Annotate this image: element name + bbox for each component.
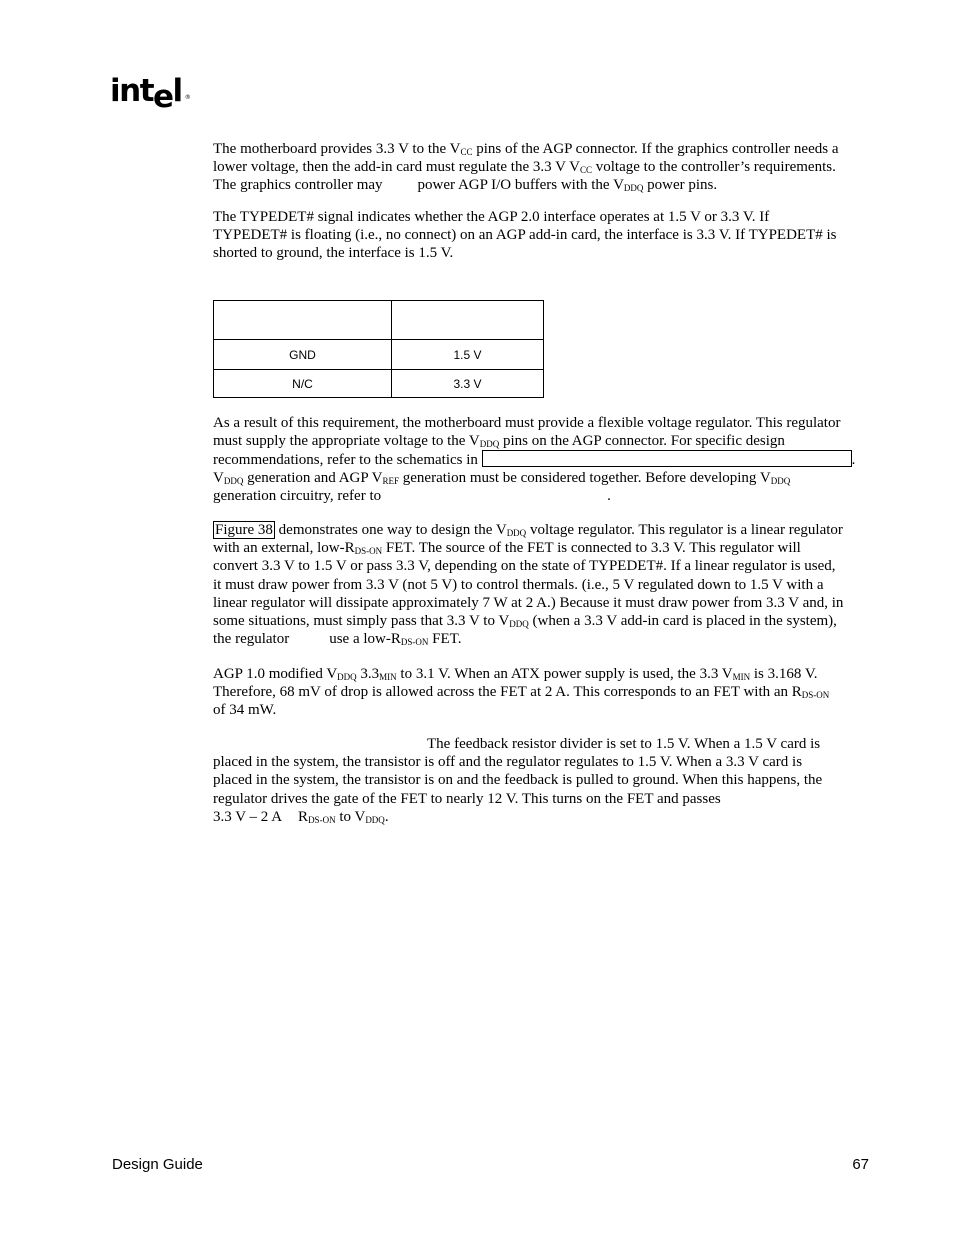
text: AGP 1.0 modified V — [213, 666, 338, 682]
text: generation must be considered together. Before developing V — [399, 469, 771, 486]
subscript: CC — [460, 147, 473, 157]
reference-link-box[interactable] — [482, 450, 852, 467]
logo-l: l — [172, 73, 182, 109]
subscript: MIN — [379, 672, 397, 682]
text-line: it must draw power from 3.3 V (not 5 V) to control thermals. (i.e., 5 V regulated down to 1.5 V with a — [213, 576, 824, 593]
subscript: MIN — [732, 672, 751, 682]
subscript: DDQ — [623, 183, 644, 194]
text: is 3.168 V. — [750, 666, 818, 682]
table-row — [214, 370, 544, 398]
logo-e: e — [153, 79, 173, 115]
text: . — [851, 452, 856, 469]
text-line — [213, 140, 873, 158]
text: use a low-R — [329, 631, 401, 648]
paragraph-agp-1-0 — [213, 665, 873, 720]
subscript: DDQ — [506, 528, 527, 538]
text-line — [213, 612, 873, 630]
text: FET. — [428, 631, 462, 648]
subscript: DDQ — [509, 618, 529, 629]
subscript: DDQ — [365, 814, 385, 825]
text: to 3.1 V. When an ATX power supply is used, the 3.3 V — [396, 666, 733, 682]
subscript: DDQ — [770, 475, 791, 486]
text-line: convert 3.3 V to 1.5 V or pass 3.3 V, depending on the state of TYPEDET#. If a linear regulator is used, — [213, 558, 836, 575]
text: The graphics controller may — [213, 177, 383, 194]
text-line: linear regulator will dissipate approximately 7 W at 2 A.) Because it must draw power from 3.3 V and, in — [213, 594, 844, 611]
subscript: DS-ON — [801, 690, 830, 701]
text-line — [213, 735, 873, 753]
logo-text: int — [110, 73, 154, 109]
text-line: of 34 mW. — [213, 702, 277, 719]
text-line — [213, 176, 873, 194]
paragraph-regulator — [213, 414, 873, 505]
text: voltage regulator. This regulator is a linear regulator — [526, 522, 843, 538]
text: recommendations, refer to the schematics in — [213, 452, 482, 469]
text: The motherboard provides 3.3 V to the V — [213, 141, 461, 157]
text: Therefore, 68 mV of drop is allowed across the FET at 2 A. This corresponds to an FET with an R — [213, 684, 802, 701]
subscript: DS-ON — [354, 546, 383, 557]
intel-logo — [110, 73, 191, 115]
text: generation circuitry, refer to — [213, 487, 382, 504]
text-line — [213, 158, 873, 176]
text: (when a 3.3 V add-in card is placed in the system), — [528, 612, 837, 629]
subscript: DDQ — [479, 439, 500, 450]
paragraph-feedback — [213, 735, 873, 826]
text: R — [298, 808, 309, 825]
table-cell: 3.3 V — [392, 370, 544, 398]
paragraph-vcc — [213, 140, 873, 195]
page-number: 67 — [852, 1156, 869, 1173]
table-cell: N/C — [214, 370, 392, 398]
text: pins of the AGP connector. If the graphics controller needs a — [472, 141, 839, 157]
text: to V — [335, 808, 366, 825]
table-header-cell — [214, 301, 392, 340]
text: demonstrates one way to design the V — [274, 522, 507, 538]
text: . — [384, 808, 389, 825]
text: power pins. — [643, 177, 718, 194]
text-line: shorted to ground, the interface is 1.5 V. — [213, 245, 454, 262]
text: 3.3 — [356, 666, 380, 682]
typedet-table — [213, 300, 544, 398]
text-line — [213, 432, 873, 450]
text: pins on the AGP connector. For specific design — [499, 433, 785, 450]
subscript: DS-ON — [400, 637, 429, 648]
text-line: placed in the system, the transistor is off and the regulator regulates to 1.5 V. When a 3.3 V card is — [213, 754, 803, 771]
text-line — [213, 630, 873, 648]
text-line: TYPEDET# is floating (i.e., no connect) on an AGP add-in card, the interface is 3.3 V. If TYPEDET# is — [213, 227, 837, 244]
subscript: REF — [382, 475, 400, 486]
subscript: DDQ — [337, 672, 357, 682]
text: The feedback resistor divider is set to 1.5 V. When a 1.5 V card is — [427, 736, 821, 752]
text-line: As a result of this requirement, the motherboard must provide a flexible voltage regulator. This regulator — [213, 415, 841, 431]
subscript: DS-ON — [308, 814, 336, 825]
figure-38-link[interactable]: Figure 38 — [215, 522, 273, 538]
text: with an external, low-R — [213, 540, 355, 557]
text: power AGP I/O buffers with the V — [417, 177, 624, 194]
text-line: placed in the system, the transistor is on and the feedback is pulled to ground. When this happens, the — [213, 772, 823, 789]
footer-title: Design Guide — [112, 1156, 203, 1173]
subscript: DDQ — [223, 475, 244, 486]
text: 3.3 V – 2 A — [213, 808, 283, 825]
text: the regulator — [213, 631, 290, 648]
text-line — [213, 683, 873, 701]
paragraph-figure-38 — [213, 521, 873, 648]
text-line — [213, 450, 873, 468]
text: voltage to the controller’s requirements. — [592, 159, 836, 176]
table-cell: 1.5 V — [392, 340, 544, 370]
logo-registered-mark: ® — [184, 94, 191, 101]
text: . — [607, 487, 611, 504]
text-line: The TYPEDET# signal indicates whether the AGP 2.0 interface operates at 1.5 V or 3.3 V. If — [213, 209, 770, 225]
table-cell: GND — [214, 340, 392, 370]
text: some situations, must simply pass that 3.3 V to V — [213, 612, 510, 629]
table-header-cell — [392, 301, 544, 340]
text: FET. The source of the FET is connected to 3.3 V. This regulator will — [382, 540, 801, 557]
text-line — [213, 487, 873, 505]
table-header-row — [214, 301, 544, 340]
text: lower voltage, then the add-in card must regulate the 3.3 V V — [213, 159, 580, 176]
text-line — [213, 521, 873, 539]
paragraph-typedet — [213, 208, 873, 263]
subscript: CC — [580, 165, 593, 176]
text: V — [213, 469, 224, 486]
text: generation and AGP V — [243, 469, 383, 486]
text: must supply the appropriate voltage to the V — [213, 433, 480, 450]
text-line — [213, 808, 873, 826]
text-line — [213, 665, 873, 683]
text-line — [213, 539, 873, 557]
text-line: regulator drives the gate of the FET to nearly 12 V. This turns on the FET and passes — [213, 790, 721, 807]
text-line — [213, 469, 873, 487]
table-row — [214, 340, 544, 370]
